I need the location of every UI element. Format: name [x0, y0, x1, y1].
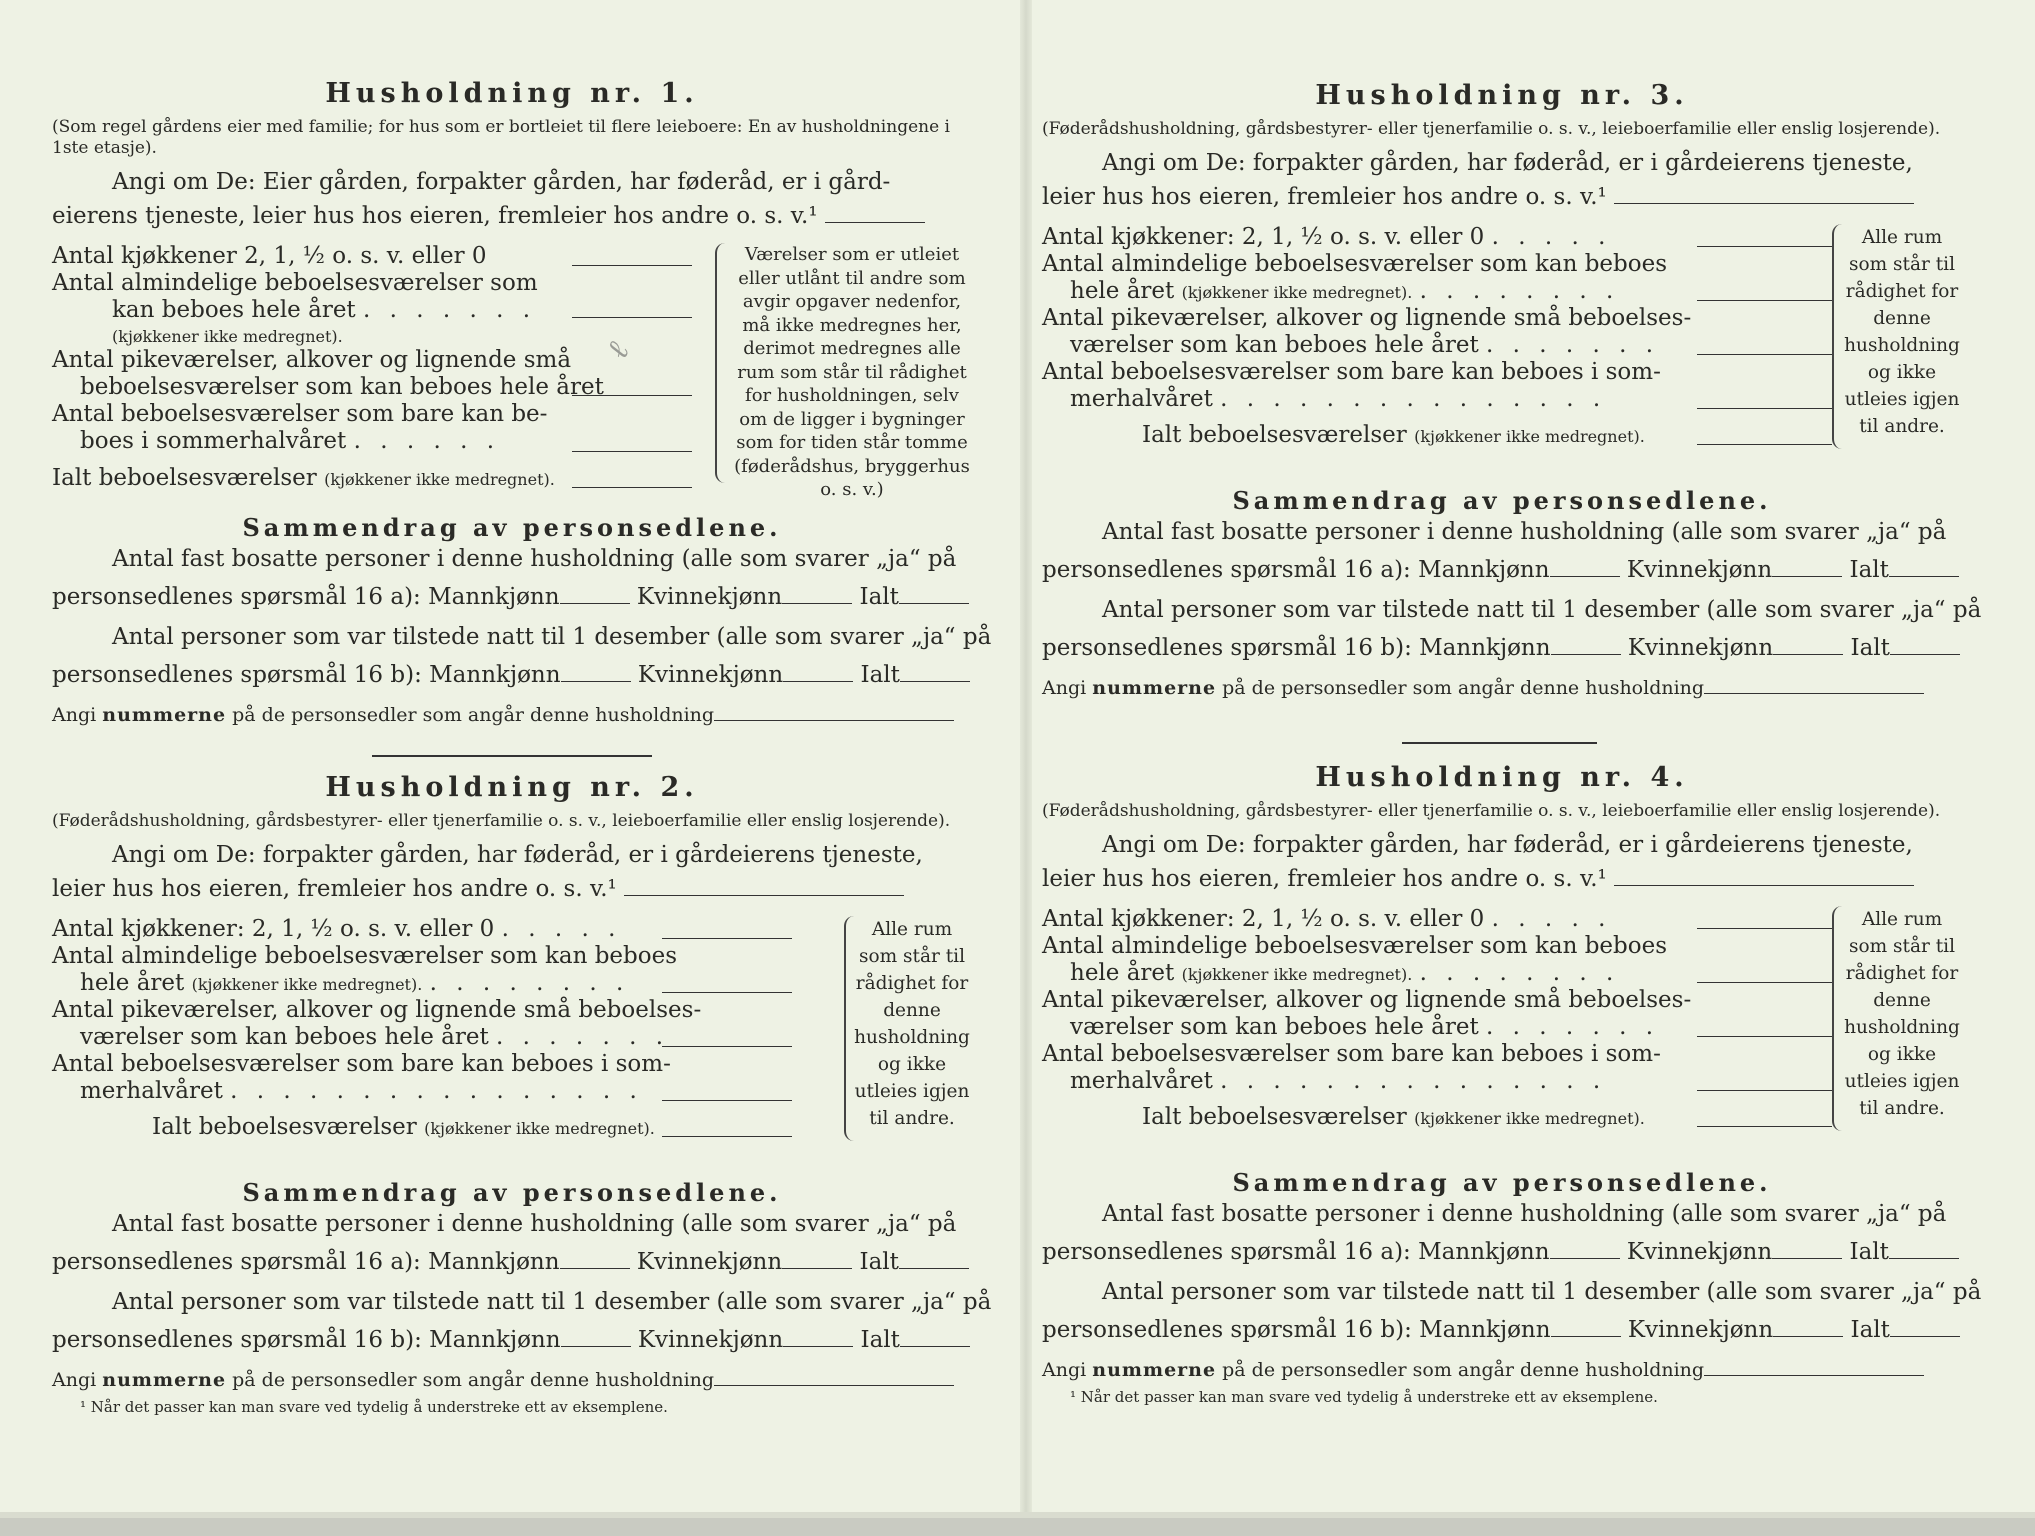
household-title: Husholdning nr. 1. — [325, 78, 699, 109]
kitchens-answer[interactable] — [1697, 246, 1832, 247]
numbers-answer[interactable] — [714, 1385, 954, 1386]
kitchens-text: Antal kjøkkener: 2, 1, ½ o. s. v. eller 0 — [52, 916, 495, 942]
total-rooms-note: (kjøkkener ikke medregnet). — [1414, 1109, 1645, 1128]
ordinary-rooms-note: (kjøkkener ikke medregnet). — [112, 327, 343, 346]
present-male-answer[interactable] — [1551, 654, 1621, 655]
maid-rooms-label-1: Antal pikeværelser, alkover og lignende små beboelses- — [52, 997, 702, 1023]
kitchens-label: Antal kjøkkener: 2, 1, ½ o. s. v. eller 0 . . . . . — [1042, 224, 1612, 250]
kitchens-answer[interactable] — [572, 265, 692, 266]
summer-rooms-label-1: Antal beboelsesværelser som bare kan beboes i som- — [52, 1051, 671, 1077]
fast-male-label: personsedlenes spørsmål 16 a): Mannkjønn — [1042, 557, 1550, 583]
summer-rooms-label-1: Antal beboelsesværelser som bare kan beboes i som- — [1042, 359, 1661, 385]
household-title: Husholdning nr. 4. — [1315, 762, 1689, 793]
present-line-1: Antal personer som var tilstede natt til 1 desember (alle som svarer „ja“ på — [1102, 597, 1982, 623]
ordinary-rooms-label-1: Antal almindelige beboelsesværelser som kan beboes — [1042, 251, 1668, 277]
fast-female-label: Kvinnekjønn — [1626, 557, 1773, 583]
kitchens-text: Antal kjøkkener: 2, 1, ½ o. s. v. eller 0 — [1042, 224, 1485, 250]
numbers-answer[interactable] — [1704, 1375, 1924, 1376]
angi-line-2 — [52, 872, 972, 906]
fast-male-answer[interactable] — [560, 603, 630, 604]
present-line-2 — [1042, 1313, 1962, 1347]
total-rooms-answer[interactable] — [572, 487, 692, 488]
summary-title: Sammendrag av personsedlene. — [1232, 1168, 1772, 1197]
fast-female-answer[interactable] — [782, 1268, 852, 1269]
numbers-line — [52, 700, 972, 730]
angi-line-1: Angi om De: forpakter gården, har føderåd, er i gårdeierens tjeneste, — [1102, 832, 1913, 858]
numbers-answer[interactable] — [714, 720, 954, 721]
footnote: ¹ Når det passer kan man svare ved tydelig å understreke ett av eksemplene. — [80, 1398, 668, 1416]
summary-title: Sammendrag av personsedlene. — [242, 1178, 782, 1207]
angi-line-2-text: leier hus hos eieren, fremleier hos andre o. s. v.¹ — [1042, 184, 1607, 210]
kitchens-label: Antal kjøkkener: 2, 1, ½ o. s. v. eller 0 . . . . . — [1042, 906, 1612, 932]
total-rooms-label — [52, 465, 555, 493]
ordinary-rooms-label-2-text: hele året — [1070, 960, 1175, 986]
summary-title: Sammendrag av personsedlene. — [1232, 486, 1772, 515]
summer-rooms-answer[interactable] — [1697, 408, 1832, 409]
fast-line-1: Antal fast bosatte personer i denne husholdning (alle som svarer „ja“ på — [1102, 519, 1947, 545]
present-female-answer[interactable] — [1773, 654, 1843, 655]
numbers-answer[interactable] — [1704, 693, 1924, 694]
summer-rooms-label-2: merhalvåret . . . . . . . . . . . . . . . — [1070, 386, 1607, 412]
present-total-answer[interactable] — [900, 1346, 970, 1347]
ordinary-rooms-answer[interactable] — [572, 317, 692, 318]
total-rooms-text: Ialt beboelsesværelser — [52, 465, 317, 491]
numbers-c: på de personsedler som angår denne husholdning — [232, 704, 715, 726]
summer-rooms-label-1: Antal beboelsesværelser som bare kan be- — [52, 401, 548, 427]
present-line-1: Antal personer som var tilstede natt til 1 desember (alle som svarer „ja“ på — [112, 624, 992, 650]
numbers-a: Angi — [1042, 1359, 1087, 1381]
present-female-answer[interactable] — [1773, 1336, 1843, 1337]
kitchens-text: Antal kjøkkener: 2, 1, ½ o. s. v. eller 0 — [1042, 906, 1485, 932]
fast-female-label: Kvinnekjønn — [636, 584, 783, 610]
side-note: Alle rum som står til rådighet for denne husholdning og ikke utleies igjen til andre. — [1844, 909, 1960, 1119]
present-line-2 — [1042, 631, 1962, 665]
kitchens-answer[interactable] — [662, 938, 792, 939]
maid-rooms-label-2-text: værelser som kan beboes hele året — [80, 1024, 489, 1050]
household-3 — [1042, 80, 1982, 703]
household-note: (Føderådshusholdning, gårdsbestyrer- eller tjenerfamilie o. s. v., leieboerfamilie eller enslig losjerende). — [1042, 801, 1941, 821]
household-note: (Som regel gårdens eier med familie; for hus som er bortleiet til flere leieboere: En av husholdningene i 1ste etasje). — [52, 117, 950, 158]
fast-total-label: Ialt — [1849, 1239, 1889, 1265]
household-2 — [52, 772, 992, 1417]
numbers-line — [52, 1365, 972, 1395]
present-line-2 — [52, 658, 972, 692]
summer-rooms-label-2: boes i sommerhalvåret . . . . . . — [80, 428, 501, 454]
fast-female-answer[interactable] — [1772, 576, 1842, 577]
ordinary-rooms-note: (kjøkkener ikke medregnet). — [1181, 283, 1413, 302]
maid-rooms-label-1: Antal pikeværelser, alkover og lignende små — [52, 347, 572, 373]
numbers-c: på de personsedler som angår denne husholdning — [1222, 1359, 1705, 1381]
total-rooms-note: (kjøkkener ikke medregnet). — [424, 1119, 655, 1138]
total-rooms-text: Ialt beboelsesværelser — [1142, 1104, 1407, 1130]
right-page — [1042, 0, 1982, 1518]
fast-male-answer[interactable] — [560, 1268, 630, 1269]
separator-line — [372, 755, 652, 757]
separator-line — [1402, 742, 1597, 744]
total-rooms-answer[interactable] — [1697, 444, 1832, 445]
fast-female-answer[interactable] — [782, 603, 852, 604]
summer-rooms-label-1: Antal beboelsesværelser som bare kan beboes i som- — [1042, 1041, 1661, 1067]
maid-rooms-label-2: værelser som kan beboes hele året . . . . . . . — [1070, 332, 1660, 358]
room-counts — [52, 243, 972, 500]
maid-rooms-answer[interactable] — [1697, 354, 1832, 355]
present-line-2 — [52, 1323, 972, 1357]
side-note: Alle rum som står til rådighet for denne husholdning og ikke utleies igjen til andre. — [1844, 227, 1960, 437]
fast-total-label: Ialt — [859, 1249, 899, 1275]
household-title: Husholdning nr. 3. — [1315, 80, 1689, 111]
ordinary-rooms-answer[interactable] — [662, 992, 792, 993]
angi-line-1: Angi om De: forpakter gården, har føderåd, er i gårdeierens tjeneste, — [1102, 150, 1913, 176]
angi-answer-line[interactable] — [825, 222, 925, 223]
numbers-a: Angi — [1042, 677, 1087, 699]
present-total-label: Ialt — [1850, 1317, 1890, 1343]
numbers-b: nummerne — [102, 704, 227, 726]
room-counts — [1042, 224, 1962, 464]
total-rooms-label — [52, 1114, 655, 1142]
present-total-answer[interactable] — [1890, 1336, 1960, 1337]
side-brace — [715, 243, 733, 483]
ordinary-rooms-label-2-text: hele året — [1070, 278, 1175, 304]
handwritten-mark: ℓ — [599, 336, 637, 365]
maid-rooms-label-2: værelser som kan beboes hele året . . . . . . . — [80, 1024, 670, 1050]
left-page — [52, 0, 992, 1518]
kitchens-label: Antal kjøkkener: 2, 1, ½ o. s. v. eller 0 . . . . . — [52, 916, 622, 942]
angi-line-2 — [1042, 862, 1962, 896]
present-male-answer[interactable] — [561, 1346, 631, 1347]
present-total-label: Ialt — [860, 1327, 900, 1353]
numbers-b: nummerne — [1092, 1359, 1217, 1381]
present-total-answer[interactable] — [900, 681, 970, 682]
summer-rooms-label-2-text: merhalvåret — [80, 1078, 223, 1104]
present-female-label: Kvinnekjønn — [637, 662, 784, 688]
ordinary-rooms-answer[interactable] — [1697, 982, 1832, 983]
total-rooms-text: Ialt beboelsesværelser — [1142, 422, 1407, 448]
summer-rooms-label-2-text: boes i sommerhalvåret — [80, 428, 347, 454]
summer-rooms-answer[interactable] — [572, 451, 692, 452]
angi-line-2 — [1042, 180, 1962, 214]
present-line-1: Antal personer som var tilstede natt til 1 desember (alle som svarer „ja“ på — [1102, 1279, 1982, 1305]
present-female-label: Kvinnekjønn — [1627, 635, 1774, 661]
total-rooms-note: (kjøkkener ikke medregnet). — [324, 470, 555, 489]
fast-total-answer[interactable] — [1889, 576, 1959, 577]
numbers-c: på de personsedler som angår denne husholdning — [1222, 677, 1705, 699]
total-rooms-answer[interactable] — [662, 1136, 792, 1137]
summer-rooms-label-2-text: merhalvåret — [1070, 1068, 1213, 1094]
numbers-line — [1042, 1355, 1962, 1385]
present-female-answer[interactable] — [783, 681, 853, 682]
fast-total-label: Ialt — [859, 584, 899, 610]
numbers-line — [1042, 673, 1962, 703]
summer-rooms-answer[interactable] — [662, 1100, 792, 1101]
ordinary-rooms-label-1: Antal almindelige beboelsesværelser som — [52, 270, 538, 296]
total-rooms-label — [1042, 422, 1645, 450]
maid-rooms-answer[interactable] — [662, 1046, 792, 1047]
angi-answer-line[interactable] — [1614, 885, 1914, 886]
present-female-label: Kvinnekjønn — [1627, 1317, 1774, 1343]
summer-rooms-label-2-text: merhalvåret — [1070, 386, 1213, 412]
fast-male-answer[interactable] — [1550, 576, 1620, 577]
household-1 — [52, 78, 992, 730]
angi-answer-line[interactable] — [1614, 203, 1914, 204]
present-male-answer[interactable] — [561, 681, 631, 682]
present-female-label: Kvinnekjønn — [637, 1327, 784, 1353]
fast-female-label: Kvinnekjønn — [1626, 1239, 1773, 1265]
ordinary-rooms-label-1: Antal almindelige beboelsesværelser som kan beboes — [52, 943, 678, 969]
side-note: Værelser som er utleiet eller utlånt til andre som avgir opgaver nedenfor, må ikke medregnes her, derimot medregnes alle rum som står til rådighet for husholdningen, selv om de ligger i bygninger som for tiden står tomme (føderådshus, bryggerhus o. s. v.) — [734, 244, 970, 500]
present-total-label: Ialt — [1850, 635, 1890, 661]
household-title: Husholdning nr. 2. — [325, 772, 699, 803]
ordinary-rooms-note: (kjøkkener ikke medregnet). — [191, 975, 423, 994]
ordinary-rooms-answer[interactable] — [1697, 300, 1832, 301]
household-note: (Føderådshusholdning, gårdsbestyrer- eller tjenerfamilie o. s. v., leieboerfamilie eller enslig losjerende). — [52, 811, 951, 831]
fast-line-2 — [52, 580, 972, 614]
angi-line-2-text: eierens tjeneste, leier hus hos eieren, fremleier hos andre o. s. v.¹ — [52, 203, 818, 229]
angi-line-1: Angi om De: forpakter gården, har føderåd, er i gårdeierens tjeneste, — [112, 842, 923, 868]
fast-female-label: Kvinnekjønn — [636, 1249, 783, 1275]
angi-answer-line[interactable] — [624, 895, 904, 896]
household-note: (Føderådshusholdning, gårdsbestyrer- eller tjenerfamilie o. s. v., leieboerfamilie eller enslig losjerende). — [1042, 119, 1941, 139]
fast-male-label: personsedlenes spørsmål 16 a): Mannkjønn — [1042, 1239, 1550, 1265]
room-counts — [52, 916, 972, 1156]
numbers-a: Angi — [52, 704, 97, 726]
footnote: ¹ Når det passer kan man svare ved tydelig å understreke ett av eksemplene. — [1070, 1388, 1658, 1406]
fast-total-answer[interactable] — [899, 603, 969, 604]
fast-line-1: Antal fast bosatte personer i denne husholdning (alle som svarer „ja“ på — [112, 1211, 957, 1237]
summer-rooms-answer[interactable] — [1697, 1090, 1832, 1091]
numbers-b: nummerne — [102, 1369, 227, 1391]
fast-total-answer[interactable] — [1889, 1258, 1959, 1259]
fast-total-label: Ialt — [1849, 557, 1889, 583]
total-rooms-answer[interactable] — [1697, 1126, 1832, 1127]
ordinary-rooms-label-2: hele året (kjøkkener ikke medregnet). . . . . . . . . — [80, 970, 630, 996]
present-male-answer[interactable] — [1551, 1336, 1621, 1337]
present-male-label: personsedlenes spørsmål 16 b): Mannkjønn — [52, 1327, 561, 1353]
angi-line-2-text: leier hus hos eieren, fremleier hos andre o. s. v.¹ — [1042, 866, 1607, 892]
angi-line-2-text: leier hus hos eieren, fremleier hos andre o. s. v.¹ — [52, 876, 617, 902]
household-4 — [1042, 762, 1982, 1407]
summer-rooms-label-2: merhalvåret . . . . . . . . . . . . . . . . — [80, 1078, 643, 1104]
ordinary-rooms-label-2-text: kan beboes hele året — [112, 297, 356, 323]
total-rooms-note: (kjøkkener ikke medregnet). — [1414, 427, 1645, 446]
present-total-label: Ialt — [860, 662, 900, 688]
fast-line-2 — [1042, 1235, 1962, 1269]
maid-rooms-label-1: Antal pikeværelser, alkover og lignende små beboelses- — [1042, 987, 1692, 1013]
fast-male-label: personsedlenes spørsmål 16 a): Mannkjønn — [52, 1249, 560, 1275]
fast-line-2 — [52, 1245, 972, 1279]
ordinary-rooms-label-2: hele året (kjøkkener ikke medregnet). . . . . . . . . — [1070, 278, 1620, 304]
maid-rooms-answer[interactable] — [572, 395, 692, 396]
fast-male-label: personsedlenes spørsmål 16 a): Mannkjønn — [52, 584, 560, 610]
ordinary-rooms-label-2: kan beboes hele året . . . . . . . — [112, 297, 537, 323]
numbers-c: på de personsedler som angår denne husholdning — [232, 1369, 715, 1391]
maid-rooms-label-2: beboelsesværelser som kan beboes hele året — [80, 374, 604, 400]
fast-total-answer[interactable] — [899, 1268, 969, 1269]
numbers-a: Angi — [52, 1369, 97, 1391]
ordinary-rooms-note: (kjøkkener ikke medregnet). — [1181, 965, 1413, 984]
summary-title: Sammendrag av personsedlene. — [242, 513, 782, 542]
side-note: Alle rum som står til rådighet for denne husholdning og ikke utleies igjen til andre. — [854, 919, 970, 1129]
present-male-label: personsedlenes spørsmål 16 b): Mannkjønn — [52, 662, 561, 688]
kitchens-label: Antal kjøkkener 2, 1, ½ o. s. v. eller 0 — [52, 243, 487, 269]
total-rooms-text: Ialt beboelsesværelser — [152, 1114, 417, 1140]
room-counts — [1042, 906, 1962, 1146]
summer-rooms-label-2: merhalvåret . . . . . . . . . . . . . . . — [1070, 1068, 1607, 1094]
fast-female-answer[interactable] — [1772, 1258, 1842, 1259]
angi-line-1: Angi om De: Eier gården, forpakter gården, har føderåd, er i gård- — [112, 169, 891, 195]
ordinary-rooms-label-2: hele året (kjøkkener ikke medregnet). . . . . . . . . — [1070, 960, 1620, 986]
maid-rooms-label-2: værelser som kan beboes hele året . . . . . . . — [1070, 1014, 1660, 1040]
fast-line-1: Antal fast bosatte personer i denne husholdning (alle som svarer „ja“ på — [1102, 1201, 1947, 1227]
fast-male-answer[interactable] — [1550, 1258, 1620, 1259]
present-female-answer[interactable] — [783, 1346, 853, 1347]
fast-line-1: Antal fast bosatte personer i denne husholdning (alle som svarer „ja“ på — [112, 546, 957, 572]
maid-rooms-label-1: Antal pikeværelser, alkover og lignende små beboelses- — [1042, 305, 1692, 331]
numbers-b: nummerne — [1092, 677, 1217, 699]
present-line-1: Antal personer som var tilstede natt til 1 desember (alle som svarer „ja“ på — [112, 1289, 992, 1315]
center-fold — [1020, 0, 1032, 1518]
fast-line-2 — [1042, 553, 1962, 587]
angi-line-2 — [52, 199, 972, 233]
ordinary-rooms-label-1: Antal almindelige beboelsesværelser som kan beboes — [1042, 933, 1668, 959]
maid-rooms-label-2-text: værelser som kan beboes hele året — [1070, 332, 1479, 358]
present-total-answer[interactable] — [1890, 654, 1960, 655]
ordinary-rooms-label-2-text: hele året — [80, 970, 185, 996]
total-rooms-label — [1042, 1104, 1645, 1132]
maid-rooms-label-2-text: værelser som kan beboes hele året — [1070, 1014, 1479, 1040]
present-male-label: personsedlenes spørsmål 16 b): Mannkjønn — [1042, 1317, 1551, 1343]
present-male-label: personsedlenes spørsmål 16 b): Mannkjønn — [1042, 635, 1551, 661]
kitchens-answer[interactable] — [1697, 928, 1832, 929]
maid-rooms-answer[interactable] — [1697, 1036, 1832, 1037]
